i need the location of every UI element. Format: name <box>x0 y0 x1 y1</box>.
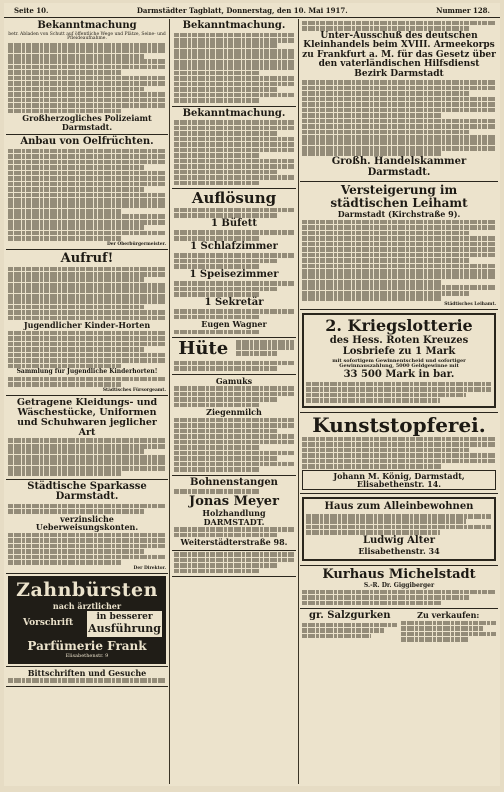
text-line <box>8 187 144 192</box>
text-line <box>8 444 166 449</box>
text-line <box>302 274 496 279</box>
text-line <box>174 563 277 568</box>
text-line <box>306 530 440 535</box>
text-line <box>8 305 144 310</box>
text-line <box>401 621 497 626</box>
text-line <box>8 103 166 108</box>
text-line <box>8 544 166 549</box>
text-line <box>8 277 144 282</box>
text-line <box>306 519 466 524</box>
ad-firm: Parfümerie Frank <box>27 638 147 653</box>
text-line <box>8 92 166 97</box>
notice-signature: Großherzogliches Polizeiamt Darmstadt. <box>22 113 152 132</box>
text-line <box>174 120 294 125</box>
text-line <box>302 264 496 269</box>
text-line <box>8 154 166 159</box>
text-line <box>174 76 294 81</box>
ad-title: Hüte <box>178 338 229 360</box>
text-line <box>302 601 442 606</box>
text-line <box>302 247 496 252</box>
ad-kriegslotterie <box>300 310 498 413</box>
text-line <box>174 434 294 439</box>
text-line <box>174 208 294 213</box>
text-line <box>174 330 260 335</box>
text-line <box>302 291 469 296</box>
ad-title: gr. Salzgurken <box>308 610 391 622</box>
text-line <box>174 175 294 180</box>
text-line <box>8 176 166 181</box>
text-line <box>174 552 294 557</box>
page-header <box>4 3 500 18</box>
ad-address: Weiterstädterstraße 98. <box>180 537 288 548</box>
text-line <box>302 459 496 464</box>
text-line <box>8 504 166 509</box>
text-line <box>174 259 277 264</box>
ad-gamuks <box>172 375 296 476</box>
text-line <box>174 558 294 563</box>
text-line <box>8 377 166 382</box>
notice-title: Unter-Ausschuß des deutschen Kleinhandels beim XVIII. Armeekorps zu Frankfurt a. M. für das Gesetz über den vaterländischen Hilfsdienst Bezirk Darmstadt <box>302 30 496 79</box>
text-line <box>174 462 294 467</box>
text-line <box>8 299 166 304</box>
ad-haus <box>300 494 498 565</box>
ad-address: Elisabethenstr. 34 <box>358 546 440 557</box>
notice-footer: Sammlung für Jugendliche Kinderhorten! <box>16 368 158 376</box>
notice-title: Städtische Sparkasse Darmstadt. <box>27 480 147 503</box>
text-line <box>174 60 294 65</box>
text-line <box>174 126 294 131</box>
ad-bottom-row <box>300 609 498 644</box>
ad-kurhaus <box>300 566 498 609</box>
text-line <box>8 272 166 277</box>
text-line <box>174 292 260 297</box>
text-line <box>174 159 294 164</box>
text-line <box>8 267 166 272</box>
text-line <box>8 214 166 219</box>
text-line <box>174 467 260 472</box>
text-line <box>8 466 166 471</box>
text-line <box>8 109 122 114</box>
text-line <box>8 336 166 341</box>
ad-title: Gamuks <box>215 375 253 386</box>
notice-title: Bekanntmachung <box>37 20 137 31</box>
text-line <box>174 148 294 153</box>
text-line <box>8 382 122 387</box>
ad-item: 1 Sekretär <box>204 296 264 308</box>
text-line <box>174 397 277 402</box>
text-line <box>174 131 277 136</box>
text-line <box>302 124 496 129</box>
text-line <box>401 632 497 637</box>
text-line <box>236 345 295 350</box>
ad-small <box>172 551 296 578</box>
notice-signature: Der Direktor. <box>133 565 166 571</box>
ad-item: 1 Schlafzimmer <box>190 240 278 252</box>
column-rule <box>298 19 299 784</box>
text-line <box>8 455 166 460</box>
notice-getragene <box>6 396 168 480</box>
text-line <box>174 93 294 98</box>
text-line <box>174 87 277 92</box>
text-line <box>8 225 144 230</box>
text-line <box>174 527 294 532</box>
ad-title: Zu verkaufen: <box>417 610 480 621</box>
text-line <box>174 264 260 269</box>
text-line <box>302 442 496 447</box>
text-line <box>174 569 260 574</box>
text-line <box>8 149 166 154</box>
text-line <box>302 86 496 91</box>
ad-line: Ausführung <box>88 622 161 636</box>
text-line <box>302 590 496 595</box>
text-line <box>8 65 166 70</box>
notice-title: Bekanntmachung. <box>182 107 286 119</box>
text-line <box>302 225 496 230</box>
notice-unterausschuss <box>300 19 498 182</box>
ad-line: 33 500 Mark in bar. <box>343 369 455 381</box>
text-line <box>174 65 294 70</box>
text-line <box>174 315 260 320</box>
text-line <box>174 403 260 408</box>
text-line <box>302 140 496 145</box>
ad-aufloesung <box>172 189 296 338</box>
notice-title: Bittschriften und Gesuche <box>27 667 147 678</box>
text-line <box>174 533 277 538</box>
text-line <box>174 49 294 54</box>
text-line <box>8 358 166 363</box>
text-line <box>302 595 469 600</box>
ad-line: des Hess. Roten Kreuzes <box>329 334 469 346</box>
text-line <box>401 637 470 642</box>
text-line <box>174 440 294 445</box>
page-number: Seite 10. <box>14 5 49 15</box>
masthead-date: Darmstädter Tagblatt, Donnerstag, den 10. Mai 1917. <box>136 5 348 15</box>
text-line <box>302 135 496 140</box>
text-line <box>8 70 122 75</box>
text-line <box>302 231 469 236</box>
text-line <box>174 153 260 158</box>
text-line <box>306 387 492 392</box>
column-rule <box>169 19 170 784</box>
text-line <box>174 386 294 391</box>
text-line <box>306 393 466 398</box>
text-line <box>302 634 371 639</box>
text-line <box>174 213 277 218</box>
text-line <box>302 242 496 247</box>
text-line <box>8 533 166 538</box>
text-line <box>174 236 260 241</box>
text-line <box>8 87 144 92</box>
text-line <box>8 59 166 64</box>
text-line <box>8 316 166 321</box>
ad-firm: Ludwig Alter <box>363 534 435 546</box>
text-line <box>8 48 166 53</box>
text-line <box>302 464 442 469</box>
text-line <box>8 171 166 176</box>
ad-firm: Eugen Wagner <box>201 319 267 330</box>
notice-title: Bekanntmachung. <box>182 20 286 31</box>
text-line <box>174 230 294 235</box>
notice-signature: Städtisches Fürsorgeamt. <box>102 387 166 393</box>
text-line <box>8 294 166 299</box>
text-line <box>302 258 469 263</box>
text-line <box>174 429 277 434</box>
issue-number: Nummer 128. <box>436 5 490 15</box>
text-line <box>302 285 496 290</box>
text-line <box>8 555 166 560</box>
text-line <box>8 678 166 683</box>
ad-line: mit sofortigem Gewinnentscheid und sofortiger Gewinnauszahlung, 5000 Geldgewinne mit <box>332 357 466 369</box>
text-line <box>8 182 166 187</box>
text-line <box>306 514 492 519</box>
text-line <box>302 130 469 135</box>
ad-firm: Jonas Meyer <box>189 493 279 509</box>
ad-huete <box>172 338 296 375</box>
notice-title: Getragene Kleidungs- und Wäschestücke, Uniformen und Schuhwaren jeglicher Art <box>16 396 158 438</box>
text-line <box>8 220 166 225</box>
text-line <box>302 21 496 26</box>
notice-versteigerung <box>300 182 498 310</box>
ad-title: Haus zum Alleinbewohnen <box>324 501 474 513</box>
ad-line: nach ärztlicher <box>52 600 122 611</box>
text-line <box>302 80 496 85</box>
ad-title: Kunststopferei. <box>312 412 486 437</box>
notice-subheading: Jugendlicher Kinder-Horten <box>23 320 151 331</box>
ad-line: in besserer <box>96 611 153 622</box>
ad-item: 1 Speisezimmer <box>189 268 279 280</box>
text-line <box>174 309 294 314</box>
text-line <box>8 288 166 293</box>
column-right <box>300 19 498 784</box>
text-line <box>8 193 166 198</box>
column-left <box>6 19 168 784</box>
notice-anbau <box>6 135 168 250</box>
text-line <box>302 97 496 102</box>
text-line <box>306 525 492 530</box>
text-line <box>174 392 294 397</box>
text-line <box>8 231 166 236</box>
text-line <box>8 98 166 103</box>
ad-subtitle: Holzhandlung DARMSTADT. <box>202 508 266 527</box>
text-line <box>302 146 496 151</box>
ad-title: Ziegenmilch <box>206 407 262 418</box>
notice-bek-1 <box>172 19 296 107</box>
text-line <box>236 351 278 356</box>
text-line <box>8 310 166 315</box>
text-line <box>8 54 144 59</box>
notice-title: Anbau von Oelfrüchten. <box>20 136 154 148</box>
text-line <box>8 198 166 203</box>
text-line <box>174 418 294 423</box>
text-line <box>174 361 294 366</box>
text-line <box>302 437 496 442</box>
notice-bek-2 <box>172 107 296 189</box>
text-line <box>174 71 260 76</box>
text-line <box>302 448 469 453</box>
text-line <box>401 626 483 631</box>
notice-title: Versteigerung im städtischen Leihamt <box>330 183 468 210</box>
ad-line: Vorschrift <box>22 618 74 629</box>
ad-title: Bohnenstangen <box>190 476 278 488</box>
notice-aufruf <box>6 250 168 396</box>
text-line <box>174 82 294 87</box>
text-line <box>174 164 294 169</box>
text-line <box>8 353 166 358</box>
ad-line: Losbriefe zu 1 Mark <box>342 346 456 358</box>
text-line <box>8 236 122 241</box>
text-line <box>302 119 496 124</box>
ad-bohnenstangen <box>172 476 296 551</box>
text-line <box>302 280 442 285</box>
text-line <box>302 108 496 113</box>
text-line <box>302 113 442 118</box>
text-line <box>8 81 166 86</box>
text-line <box>8 449 144 454</box>
text-line <box>174 142 294 147</box>
ad-kunststopferei <box>300 413 498 495</box>
text-line <box>174 489 260 494</box>
notice-sparkasse <box>6 480 168 574</box>
text-line <box>8 76 166 81</box>
ad-title: 2. Kriegslotterie <box>325 315 473 335</box>
text-line <box>302 296 442 301</box>
text-line <box>174 33 294 38</box>
ad-title: Auflösung <box>191 189 277 208</box>
text-line <box>8 438 166 443</box>
text-line <box>8 283 166 288</box>
text-line <box>8 538 166 543</box>
text-line <box>236 340 295 345</box>
ad-zahnbuersten <box>6 574 168 667</box>
notice-title: Aufruf! <box>60 250 114 266</box>
notice-bekanntmachung <box>6 19 168 135</box>
text-line <box>302 26 469 31</box>
newspaper-page <box>4 3 500 786</box>
text-line <box>174 38 294 43</box>
notice-subtitle: Darmstadt (Kirchstraße 9). <box>337 209 461 220</box>
notice-subtitle: betr. Abladen von Schutt auf öffentliche Wege und Plätze, Seine- und Pfleideaufnahme. <box>8 31 166 42</box>
text-line <box>8 549 144 554</box>
text-line <box>8 560 122 565</box>
text-line <box>302 628 384 633</box>
notice-signature: Städtisches Leihamt. <box>444 301 496 307</box>
text-line <box>174 98 260 103</box>
ad-title: Zahnbürsten <box>16 578 158 601</box>
text-line <box>174 43 277 48</box>
text-line <box>174 287 277 292</box>
ad-address: Elisabethenstr. 9 <box>65 652 109 659</box>
notice-signature: Großh. Handelskammer Darmstadt. <box>331 156 467 178</box>
text-line <box>302 91 469 96</box>
text-line <box>8 209 122 214</box>
text-line <box>302 623 398 628</box>
text-line <box>174 253 294 258</box>
text-line <box>8 165 144 170</box>
column-middle <box>172 19 296 784</box>
text-line <box>174 181 260 186</box>
text-line <box>302 220 496 225</box>
ad-subtitle: S.-R. Dr. Giggiberger <box>363 581 435 589</box>
text-line <box>302 236 496 241</box>
text-line <box>8 471 122 476</box>
notice-signature: Der Oberbürgermeister. <box>106 241 166 247</box>
text-line <box>306 382 492 387</box>
ad-title: Kurhaus Michelstadt <box>322 566 476 582</box>
text-line <box>174 451 294 456</box>
text-line <box>174 54 294 59</box>
text-line <box>174 281 294 286</box>
ad-item: 1 Büfett <box>210 217 258 229</box>
text-line <box>8 331 166 336</box>
text-line <box>8 509 144 514</box>
text-line <box>174 366 277 371</box>
text-line <box>8 342 166 347</box>
text-line <box>174 445 260 450</box>
text-line <box>174 137 294 142</box>
ad-firm: Johann M. König, Darmstadt, Elisabethenstr. 14. <box>302 470 496 491</box>
notice-subheading: verzinsliche Ueberweisungskonten. <box>35 513 139 533</box>
text-line <box>302 269 496 274</box>
text-line <box>174 423 294 428</box>
text-line <box>302 102 496 107</box>
text-line <box>174 456 277 461</box>
text-line <box>8 160 166 165</box>
text-line <box>8 364 122 369</box>
text-line <box>8 347 144 352</box>
text-line <box>302 453 496 458</box>
text-line <box>302 253 496 258</box>
notice-bittschriften <box>6 667 168 687</box>
text-line <box>302 151 442 156</box>
text-line <box>8 203 166 208</box>
text-line <box>8 43 166 48</box>
text-line <box>306 398 440 403</box>
text-line <box>174 170 277 175</box>
text-line <box>8 460 166 465</box>
